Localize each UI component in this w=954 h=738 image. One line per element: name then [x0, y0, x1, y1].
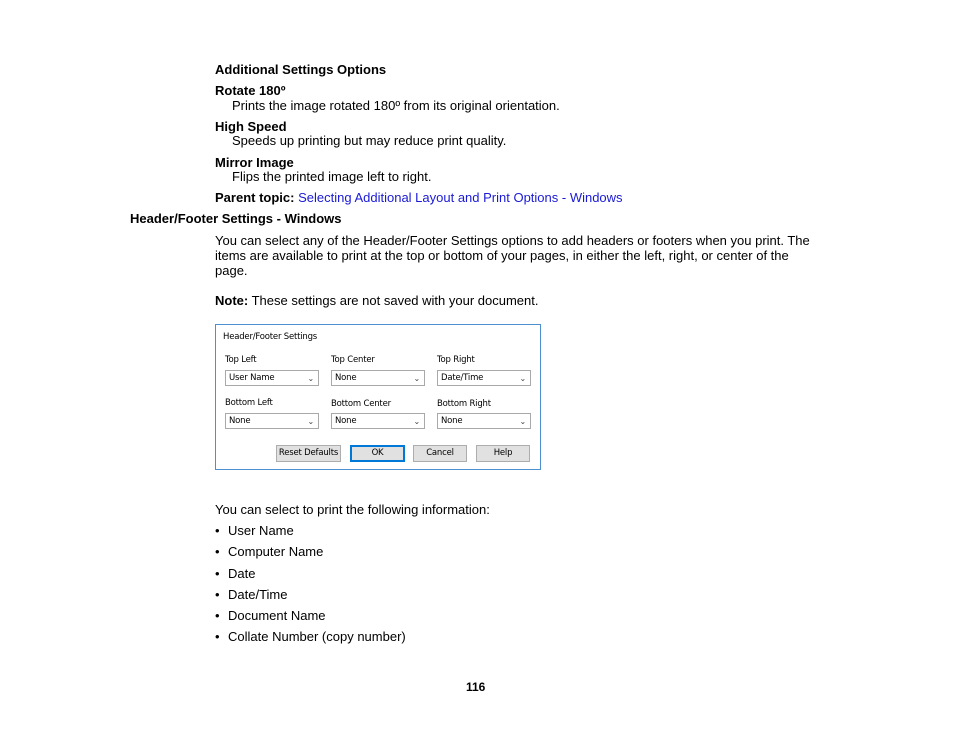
list-item	[215, 608, 406, 629]
list-item-text: Document Name	[228, 608, 326, 624]
label-top-center: Top Center	[331, 355, 375, 365]
select-bottom-right-value: None	[441, 416, 463, 426]
select-bottom-right[interactable]	[437, 413, 531, 429]
ok-button[interactable]: OK	[350, 445, 405, 462]
term-mirror-image: Mirror Image	[215, 155, 294, 170]
chevron-down-icon: ⌄	[413, 417, 420, 426]
note-text: These settings are not saved with your document.	[248, 293, 539, 308]
parent-topic-label: Parent topic:	[215, 190, 295, 205]
select-bottom-center[interactable]	[331, 413, 425, 429]
select-top-left[interactable]	[225, 370, 319, 386]
label-top-left: Top Left	[225, 355, 257, 365]
chevron-down-icon: ⌄	[519, 374, 526, 383]
section-heading-header-footer: Header/Footer Settings - Windows	[130, 211, 342, 226]
header-footer-settings-dialog	[215, 324, 541, 470]
bullet-icon: •	[215, 565, 220, 581]
note	[215, 293, 538, 308]
select-top-right-value: Date/Time	[441, 373, 484, 383]
chevron-down-icon: ⌄	[519, 417, 526, 426]
list-item-text: User Name	[228, 523, 294, 538]
select-bottom-left-value: None	[229, 416, 251, 426]
label-bottom-right: Bottom Right	[437, 399, 491, 409]
list-item	[215, 629, 406, 650]
reset-defaults-button[interactable]: Reset Defaults	[276, 445, 341, 462]
page-number: 116	[466, 680, 486, 694]
list-item-text: Date	[228, 565, 256, 581]
description-high-speed: Speeds up printing but may reduce print quality.	[232, 133, 507, 148]
list-item	[215, 544, 406, 565]
list-item	[215, 566, 406, 587]
cancel-button[interactable]: Cancel	[413, 445, 467, 462]
dialog-title: Header/Footer Settings	[223, 332, 318, 342]
parent-topic	[215, 190, 623, 205]
label-bottom-center: Bottom Center	[331, 399, 391, 409]
description-mirror-image: Flips the printed image left to right.	[232, 169, 432, 184]
list-item-text: Computer Name	[228, 544, 324, 560]
intro-paragraph: You can select any of the Header/Footer Settings options to add headers or footers when you print. The items are available to print at the top or bottom of your pages, in either the left, right, or center of the page.	[215, 233, 810, 278]
list-item	[215, 523, 406, 544]
list-item-text: Collate Number (copy number)	[228, 629, 406, 645]
label-top-right: Top Right	[437, 355, 475, 365]
information-list	[215, 523, 406, 651]
label-bottom-left: Bottom Left	[225, 398, 273, 408]
help-button[interactable]: Help	[476, 445, 530, 462]
section-heading-additional-settings: Additional Settings Options	[215, 62, 387, 77]
chevron-down-icon: ⌄	[307, 417, 314, 426]
select-top-center[interactable]	[331, 370, 425, 386]
bullet-icon: •	[215, 608, 220, 624]
bullet-icon: •	[215, 586, 220, 602]
term-rotate: Rotate 180º	[215, 83, 286, 98]
chevron-down-icon: ⌄	[307, 374, 314, 383]
select-bottom-center-value: None	[335, 416, 357, 426]
parent-topic-link[interactable]: Selecting Additional Layout and Print Options - Windows	[298, 190, 623, 205]
bullet-icon: •	[215, 523, 220, 538]
term-high-speed: High Speed	[215, 119, 287, 134]
select-top-left-value: User Name	[229, 373, 275, 383]
description-rotate: Prints the image rotated 180º from its original orientation.	[232, 98, 560, 113]
bullet-icon: •	[215, 629, 220, 645]
select-top-right[interactable]	[437, 370, 531, 386]
list-item	[215, 587, 406, 608]
select-bottom-left[interactable]	[225, 413, 319, 429]
chevron-down-icon: ⌄	[413, 374, 420, 383]
note-label: Note:	[215, 293, 249, 308]
bullet-icon: •	[215, 544, 220, 560]
select-intro: You can select to print the following information:	[215, 502, 490, 517]
list-item-text: Date/Time	[228, 586, 288, 602]
select-top-center-value: None	[335, 373, 357, 383]
